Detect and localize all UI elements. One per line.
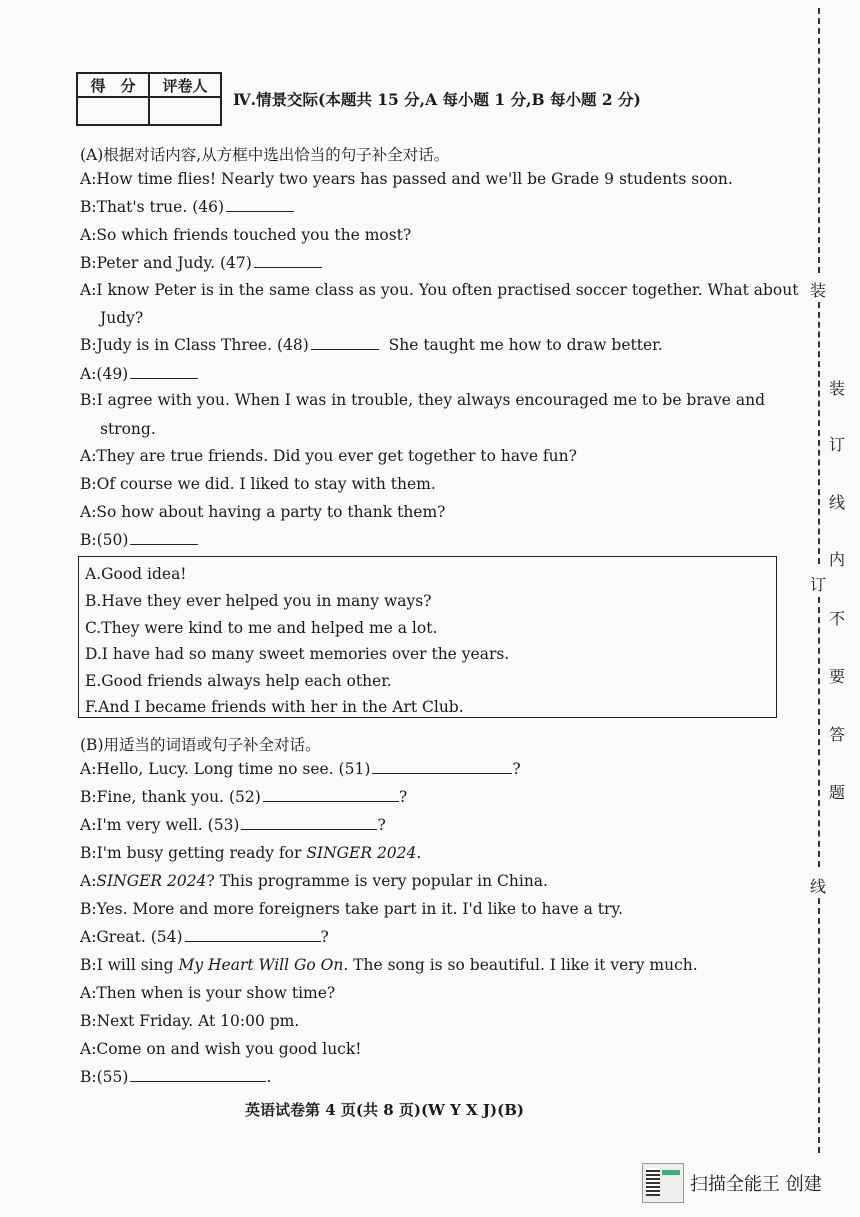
question-mark: ? (512, 760, 521, 778)
dialog-line: A:So which friends touched you the most? (80, 226, 412, 244)
edge-char: 答 (829, 725, 846, 744)
dialog-text: B:Judy is in Class Three. (48) (80, 336, 309, 354)
dialog-text: A: (80, 872, 97, 890)
option-d: D.I have had so many sweet memories over the years. (85, 645, 510, 663)
binding-line (818, 302, 820, 564)
score-label: 得 分 (77, 73, 149, 97)
dialog-text: B:(55) (80, 1068, 129, 1086)
logo-mark (662, 1170, 680, 1175)
grader-cell[interactable] (149, 97, 221, 125)
dialog-text: A:Great. (54) (80, 928, 183, 946)
watermark-text: 扫描全能王 创建 (690, 1174, 822, 1195)
programme-title: SINGER 2024 (96, 872, 207, 890)
page-footer: 英语试卷第 4 页(共 8 页)(W Y X J)(B) (245, 1101, 524, 1119)
edge-char: 装 (829, 379, 846, 398)
options-box (78, 556, 777, 718)
question-mark: ? (320, 928, 329, 946)
dialog-line-50 (80, 531, 198, 549)
edge-char: 不 (829, 609, 846, 628)
dialog-line-48 (80, 336, 663, 354)
dialog-line: A:So how about having a party to thank them? (80, 503, 446, 521)
dialog-line-46 (80, 198, 294, 216)
programme-title: SINGER 2024 (306, 844, 417, 862)
dialog-line: B:Of course we did. I liked to stay with them. (80, 475, 436, 493)
dialog-line (80, 956, 698, 974)
dialog-line: A:Come on and wish you good luck! (80, 1040, 362, 1058)
binding-char-xian: 线 (810, 877, 827, 896)
dialog-line: A:Then when is your show time? (80, 984, 336, 1002)
answer-blank-51[interactable] (372, 772, 512, 774)
edge-char: 线 (829, 493, 846, 512)
dialog-text: B:I'm busy getting ready for (80, 844, 307, 862)
binding-char-ding: 订 (810, 575, 827, 594)
option-e: E.Good friends always help each other. (85, 672, 392, 690)
part-b-instruction: (B)用适当的词语或句子补全对话。 (80, 736, 321, 754)
dialog-text: A:Hello, Lucy. Long time no see. (51) (80, 760, 371, 778)
answer-blank-49[interactable] (130, 377, 198, 379)
dialog-text: B:Peter and Judy. (47) (80, 254, 252, 272)
dialog-line-cont: Judy? (100, 309, 144, 327)
option-b: B.Have they ever helped you in many ways? (85, 592, 432, 610)
dialog-text: A:(49) (80, 365, 129, 383)
dialog-text: . The song is so beautiful. I like it very much. (343, 956, 698, 974)
dialog-text: B:I will sing (80, 956, 179, 974)
dialog-text: She taught me how to draw better. (388, 336, 663, 354)
dialog-line-53 (80, 816, 386, 834)
dialog-line-55 (80, 1068, 271, 1086)
answer-blank-52[interactable] (263, 800, 399, 802)
binding-line (818, 597, 820, 867)
dialog-line: A:How time flies! Nearly two years has passed and we'll be Grade 9 students soon. (80, 170, 733, 188)
grader-label: 评卷人 (149, 73, 221, 97)
period: . (266, 1068, 272, 1086)
option-a: A.Good idea! (85, 565, 187, 583)
answer-blank-47[interactable] (254, 266, 322, 268)
answer-blank-48[interactable] (311, 348, 379, 350)
answer-blank-55[interactable] (130, 1080, 266, 1082)
dialog-text: ? This programme is very popular in China. (206, 872, 548, 890)
dialog-text: B:That's true. (46) (80, 198, 225, 216)
edge-char: 内 (829, 550, 846, 569)
qr-icon (646, 1168, 660, 1196)
edge-char: 订 (829, 435, 846, 454)
dialog-line: A:They are true friends. Did you ever get together to have fun? (80, 447, 577, 465)
dialog-line-52 (80, 788, 407, 806)
dialog-line: B:Yes. More and more foreigners take part in it. I'd like to have a try. (80, 900, 624, 918)
dialog-line-47 (80, 254, 322, 272)
binding-line (818, 8, 820, 273)
edge-char: 题 (829, 783, 846, 802)
binding-line (818, 898, 820, 1153)
question-mark: ? (377, 816, 386, 834)
edge-char: 要 (829, 667, 846, 686)
binding-char-zhuang: 装 (810, 281, 827, 300)
dialog-text: A:I'm very well. (53) (80, 816, 240, 834)
dialog-line (80, 872, 548, 890)
scanner-logo (642, 1163, 684, 1203)
answer-blank-50[interactable] (130, 543, 198, 545)
option-f: F.And I became friends with her in the Art Club. (85, 698, 464, 716)
question-mark: ? (398, 788, 408, 806)
section-title: Ⅳ.情景交际(本题共 15 分,A 每小题 1 分,B 每小题 2 分) (233, 90, 641, 109)
dialog-line-54 (80, 928, 329, 946)
dialog-line-49 (80, 365, 198, 383)
dialog-text: . (416, 844, 422, 862)
song-title: My Heart Will Go On (178, 956, 344, 974)
score-table (76, 72, 222, 126)
answer-blank-54[interactable] (185, 940, 321, 942)
dialog-line-cont: strong. (100, 420, 156, 438)
dialog-text: B:(50) (80, 531, 129, 549)
score-cell[interactable] (77, 97, 149, 125)
dialog-line: B:I agree with you. When I was in trouble, they always encouraged me to be brave and (80, 391, 765, 409)
part-a-instruction: (A)根据对话内容,从方框中选出恰当的句子补全对话。 (80, 146, 450, 164)
answer-blank-53[interactable] (241, 828, 377, 830)
dialog-text: B:Fine, thank you. (52) (80, 788, 261, 806)
dialog-line (80, 844, 421, 862)
option-c: C.They were kind to me and helped me a lot. (85, 619, 438, 637)
dialog-line: B:Next Friday. At 10:00 pm. (80, 1012, 300, 1030)
dialog-line: A:I know Peter is in the same class as you. You often practised soccer together. What about (80, 281, 799, 299)
dialog-line-51 (80, 760, 521, 778)
answer-blank-46[interactable] (226, 210, 294, 212)
